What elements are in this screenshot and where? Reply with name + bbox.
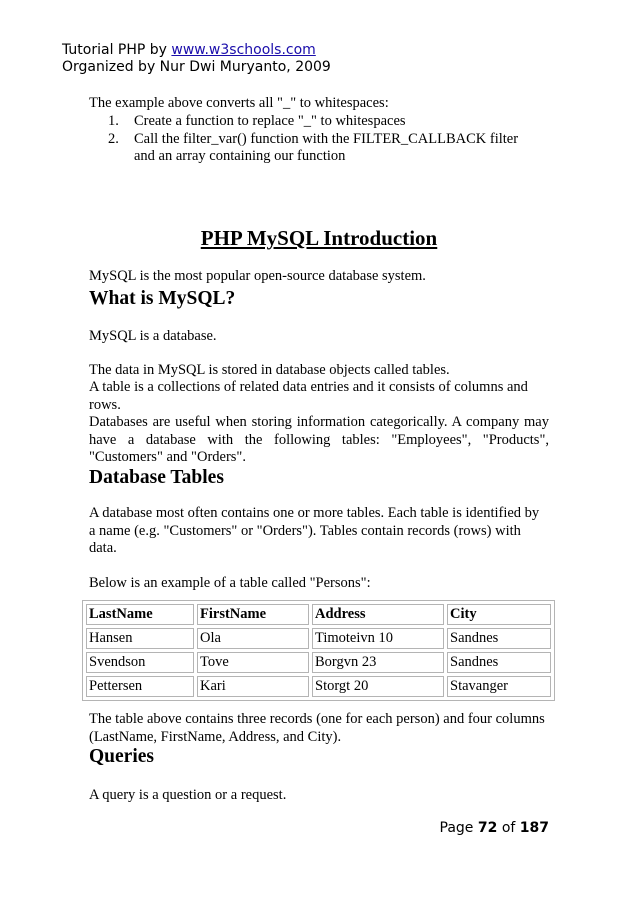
page-footer xyxy=(440,820,549,836)
page-number: 72 xyxy=(477,820,498,836)
table-cell: Svendson xyxy=(86,652,194,673)
header-line-2: Organized by Nur Dwi Muryanto, 2009 xyxy=(62,59,331,75)
page-header xyxy=(62,42,331,76)
of-label: of xyxy=(501,820,516,836)
steps-list xyxy=(108,113,528,166)
w3schools-link[interactable]: www.w3schools.com xyxy=(171,42,316,58)
column-header: Address xyxy=(312,604,444,625)
column-header: City xyxy=(447,604,551,625)
what-p1: MySQL is a database. xyxy=(89,328,217,344)
list-number: 2. xyxy=(108,130,119,147)
list-text: Call the filter_var() function with the FILTER_CALLBACK filter and an array containing our function xyxy=(134,130,519,164)
list-text: Create a function to replace "_" to whitespaces xyxy=(134,113,406,129)
table-header-row xyxy=(86,604,551,625)
table-cell: Ola xyxy=(197,628,309,649)
table-cell: Hansen xyxy=(86,628,194,649)
table-cell: Pettersen xyxy=(86,676,194,697)
tables-p3: The table above contains three records (one for each person) and four columns (LastName, FirstName, Address, and City). xyxy=(89,711,545,745)
what-p2: The data in MySQL is stored in database objects called tables. xyxy=(89,362,450,378)
column-header: FirstName xyxy=(197,604,309,625)
list-item xyxy=(108,113,528,131)
what-p4: Databases are useful when storing information categorically. A company may have a database with the following tables: "Employees", "Products", "Customers" and "Orders". xyxy=(89,414,549,465)
page-label: Page xyxy=(439,820,474,836)
popular-paragraph: MySQL is the most popular open-source database system. xyxy=(89,268,426,284)
table-cell: Storgt 20 xyxy=(312,676,444,697)
heading-database-tables: Database Tables xyxy=(89,467,224,488)
queries-p1: A query is a question or a request. xyxy=(89,787,287,803)
table-cell: Kari xyxy=(197,676,309,697)
table-row xyxy=(86,628,551,649)
table-cell: Tove xyxy=(197,652,309,673)
table-cell: Sandnes xyxy=(447,628,551,649)
persons-table xyxy=(82,600,555,701)
page-title: PHP MySQL Introduction xyxy=(200,226,438,250)
header-prefix: Tutorial PHP by xyxy=(62,42,172,58)
header-line-1 xyxy=(62,42,331,59)
table-row xyxy=(86,652,551,673)
list-number: 1. xyxy=(108,113,119,129)
table-cell: Stavanger xyxy=(447,676,551,697)
list-item xyxy=(108,131,528,166)
column-header: LastName xyxy=(86,604,194,625)
heading-queries: Queries xyxy=(89,746,154,767)
tables-p2: Below is an example of a table called "Persons": xyxy=(89,575,371,591)
page-total: 187 xyxy=(519,820,549,836)
intro-text: The example above converts all "_" to whitespaces: xyxy=(89,95,389,111)
table-cell: Timoteivn 10 xyxy=(312,628,444,649)
heading-what-is-mysql: What is MySQL? xyxy=(89,288,236,309)
table-row xyxy=(86,676,551,697)
tables-p1: A database most often contains one or more tables. Each table is identified by a name (e.g. "Customers" or "Orders"). Tables contain records (rows) with data. xyxy=(89,505,540,556)
what-p3: A table is a collections of related data entries and it consists of columns and rows. xyxy=(89,379,528,413)
table-cell: Borgvn 23 xyxy=(312,652,444,673)
table-cell: Sandnes xyxy=(447,652,551,673)
